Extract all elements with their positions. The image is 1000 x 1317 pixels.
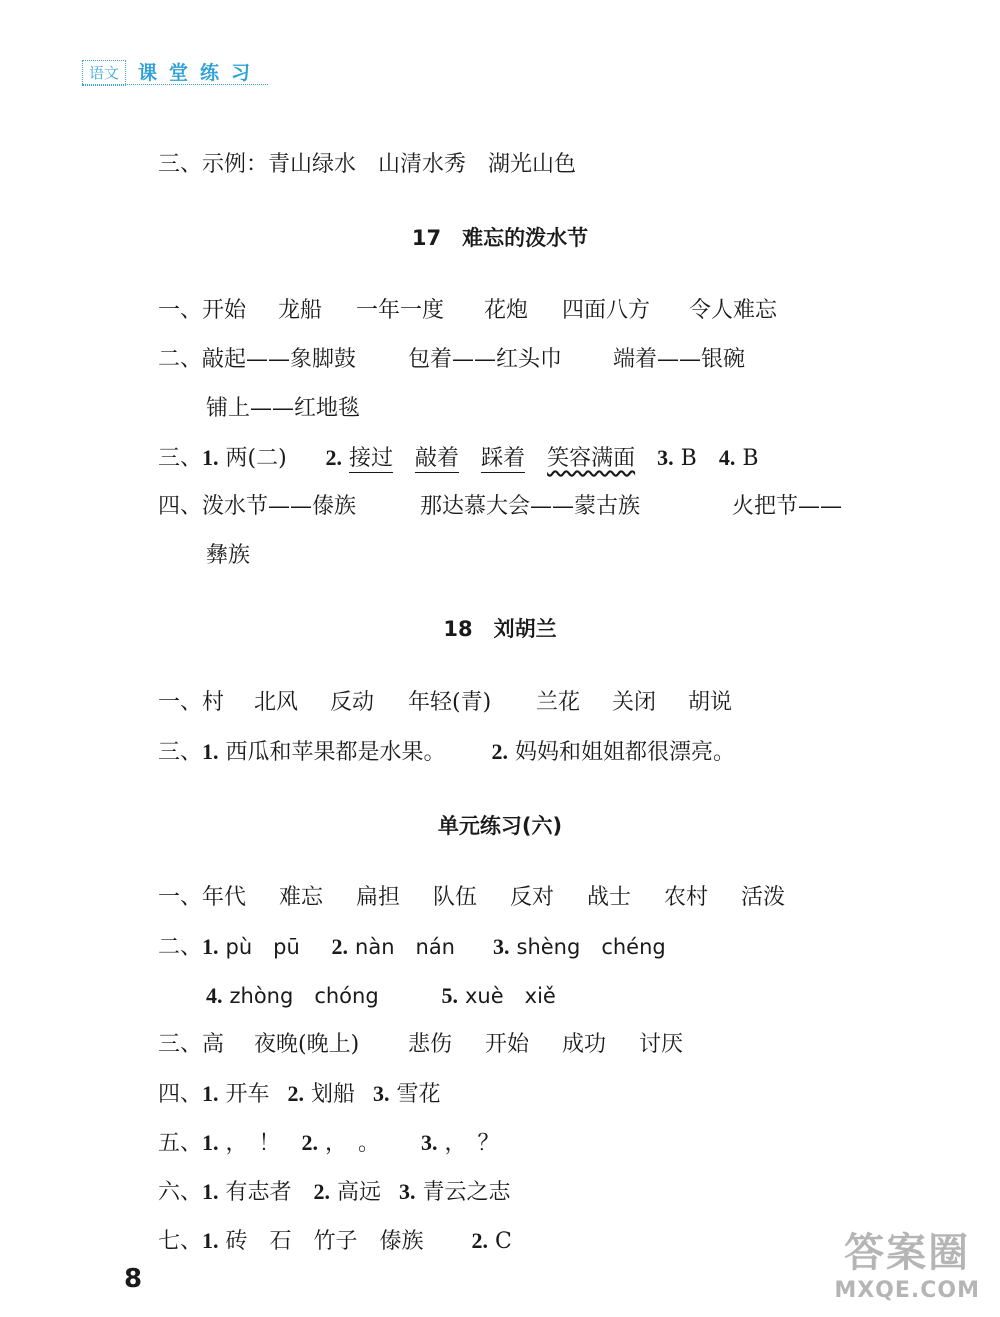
book-title: 课堂练习 — [138, 62, 263, 84]
answer-row: 二、敲起——象脚鼓 包着——红头巾 端着——银碗 — [158, 347, 746, 372]
answer-row: 4. zhòng chóng 5. xuè xiě — [206, 983, 556, 1008]
answer-row: 五、1. ， ！ 2. ， 。 3. ， ？ — [158, 1130, 500, 1156]
answer-row: 三、示例：青山绿水 山清水秀 湖光山色 — [158, 152, 577, 177]
answer-row: 铺上——红地毯 — [206, 396, 361, 421]
answer-row: 三、1. 西瓜和苹果都是水果。 2. 妈妈和姐姐都很漂亮。 — [158, 739, 736, 765]
answer-row: 一、村 北风 反动 年轻(青) 兰花 关闭 胡说 — [158, 690, 733, 715]
answer-row: 七、1. 砖 石 竹子 傣族 2. C — [158, 1228, 512, 1254]
answer-row: 四、泼水节——傣族 那达慕大会——蒙古族 火把节—— — [158, 494, 843, 519]
page-number: 8 — [124, 1264, 143, 1294]
answer-row: 二、1. pù pū 2. nàn nán 3. shèng chéng — [158, 934, 666, 960]
watermark-logo-text: 答案圈 — [844, 1230, 971, 1276]
underlined-word: 敲着 — [415, 446, 460, 471]
header-divider — [82, 84, 268, 85]
underlined-word: 踩着 — [481, 446, 526, 471]
answer-row: 彝族 — [206, 543, 251, 568]
underlined-word: 接过 — [349, 446, 394, 471]
wavy-underlined-phrase: 笑容满面 — [547, 446, 636, 471]
watermark-url: MXQE.COM — [834, 1278, 980, 1303]
lesson-title: 18 刘胡兰 — [443, 617, 557, 641]
page-header — [82, 60, 262, 86]
answer-row: 六、1. 有志者 2. 高远 3. 青云之志 — [158, 1179, 511, 1205]
unit-title: 单元练习(六) — [437, 814, 563, 838]
answer-row: 三、1. 两(二) 2. 接过 敲着 踩着 笑容满面 3. B 4. B — [158, 445, 759, 471]
watermark — [834, 1221, 980, 1303]
subject-tag: 语文 — [82, 60, 126, 86]
answer-row: 三、高 夜晚(晚上) 悲伤 开始 成功 讨厌 — [158, 1032, 684, 1057]
answer-row: 四、1. 开车 2. 划船 3. 雪花 — [158, 1081, 441, 1107]
answer-row: 一、开始 龙船 一年一度 花炮 四面八方 令人难忘 — [158, 298, 778, 323]
lesson-title: 17 难忘的泼水节 — [411, 226, 589, 250]
answer-row: 一、年代 难忘 扁担 队伍 反对 战士 农村 活泼 — [158, 885, 786, 910]
